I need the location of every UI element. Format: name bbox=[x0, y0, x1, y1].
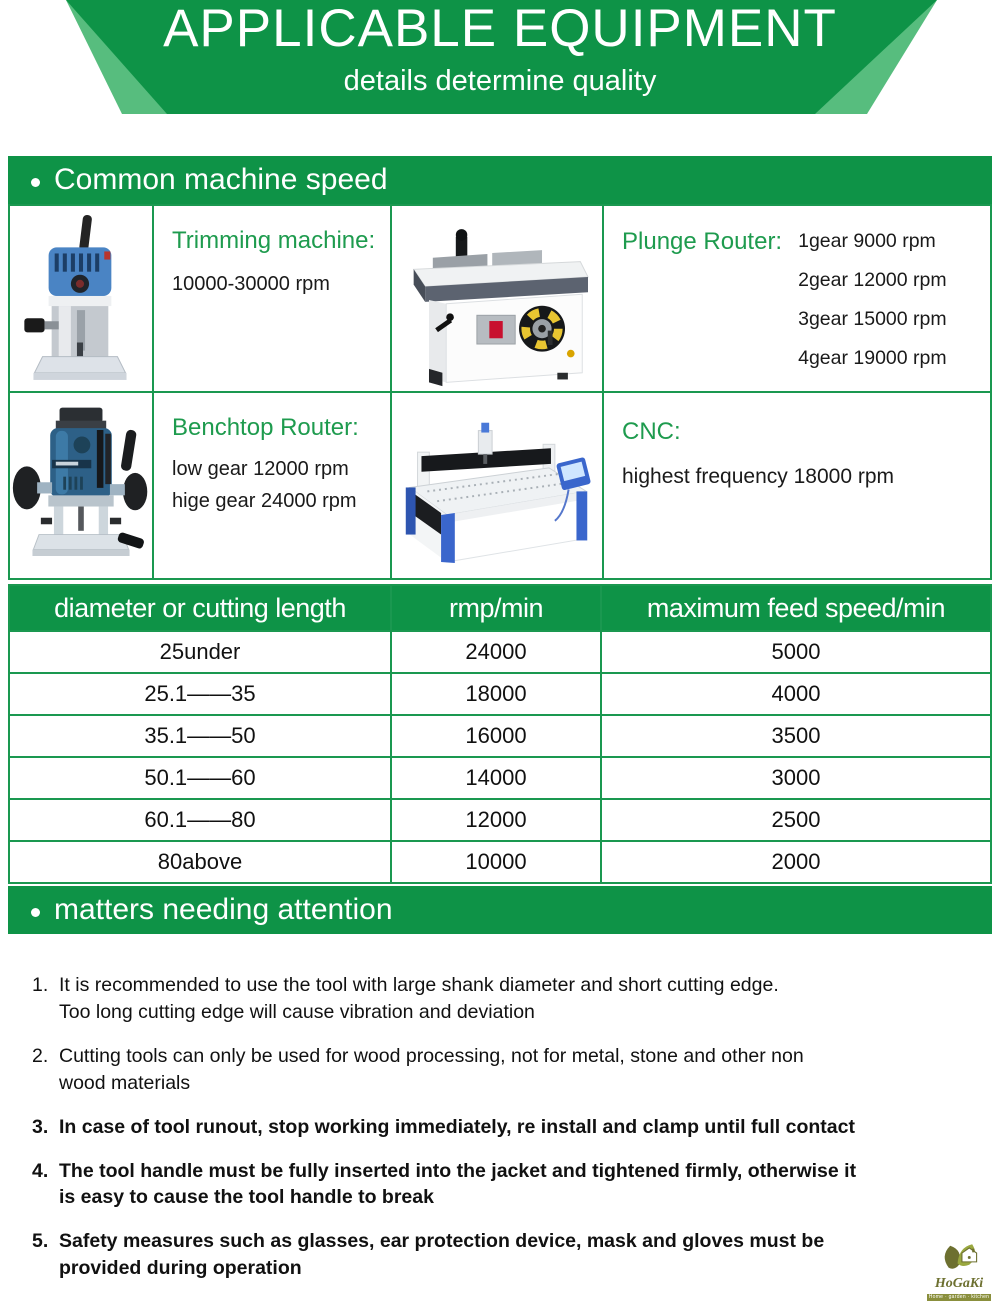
section-title-machine-speed: Common machine speed bbox=[54, 163, 388, 196]
note-item bbox=[32, 972, 988, 1026]
table-cell: 3000 bbox=[602, 758, 990, 798]
attention-notes-list bbox=[32, 972, 988, 1282]
spindle-moulder-image bbox=[394, 208, 600, 390]
plunge-router-spec-cell bbox=[604, 206, 990, 391]
machine-spec: 4gear 19000 rpm bbox=[798, 347, 947, 369]
note-text: It is recommended to use the tool with large shank diameter and short cutting edge. Too long cutting edge will cause vibration and deviation bbox=[59, 974, 779, 1023]
table-cell: 2500 bbox=[602, 800, 990, 840]
note-text: In case of tool runout, stop working immediately, re install and clamp until full contact bbox=[59, 1115, 855, 1138]
table-cell: 4000 bbox=[602, 674, 990, 714]
note-item bbox=[32, 1158, 988, 1212]
brand-logo bbox=[927, 1241, 991, 1301]
bullet-icon bbox=[31, 178, 40, 187]
column-header: maximum feed speed/min bbox=[602, 586, 990, 630]
note-text: Safety measures such as glasses, ear protection device, mask and gloves must be provided during operation bbox=[59, 1230, 825, 1280]
note-text: Cutting tools can only be used for wood processing, not for metal, stone and other non wood materials bbox=[59, 1044, 804, 1094]
table-cell: 5000 bbox=[602, 632, 990, 672]
main-content bbox=[8, 156, 992, 1282]
benchtop-router-image bbox=[11, 398, 151, 574]
note-number: 1. bbox=[32, 974, 49, 996]
page-title: APPLICABLE EQUIPMENT bbox=[163, 0, 837, 58]
column-header: diameter or cutting length bbox=[10, 586, 390, 630]
brand-tagline: Home · garden · kitchen bbox=[928, 1293, 990, 1300]
table-cell: 24000 bbox=[392, 632, 600, 672]
table-cell: 10000 bbox=[392, 842, 600, 882]
machine-spec: 2gear 12000 rpm bbox=[798, 269, 947, 291]
benchtop-router-spec-cell bbox=[154, 393, 390, 578]
table-cell: 2000 bbox=[602, 842, 990, 882]
brand-name: HoGaKi bbox=[934, 1276, 984, 1291]
machine-label: Trimming machine: bbox=[172, 227, 376, 254]
trimming-machine-spec-cell bbox=[154, 206, 390, 391]
section-title-attention: matters needing attention bbox=[54, 893, 393, 926]
section-header-machine-speed bbox=[8, 156, 992, 204]
bullet-icon bbox=[31, 908, 40, 917]
machine-grid bbox=[8, 204, 992, 580]
trimming-machine-image-cell bbox=[10, 206, 152, 391]
machine-label: Plunge Router: bbox=[622, 228, 783, 255]
note-text: The tool handle must be fully inserted into the jacket and tightened firmly, otherwise it is easy to cause the tool handle to break bbox=[59, 1159, 857, 1209]
note-item bbox=[32, 1043, 988, 1097]
table-cell: 16000 bbox=[392, 716, 600, 756]
speed-table bbox=[8, 584, 992, 884]
note-number: 5. bbox=[32, 1230, 49, 1253]
note-number: 4. bbox=[32, 1159, 49, 1182]
machine-spec: hige gear 24000 rpm bbox=[172, 490, 357, 512]
machine-label: Benchtop Router: bbox=[172, 414, 359, 441]
page-subtitle: details determine quality bbox=[343, 64, 657, 97]
banner-text bbox=[0, 0, 1000, 98]
table-cell: 80above bbox=[10, 842, 390, 882]
leaf-house-icon bbox=[937, 1241, 981, 1271]
machine-label: CNC: bbox=[622, 418, 681, 445]
table-cell: 14000 bbox=[392, 758, 600, 798]
cnc-spec-cell bbox=[604, 393, 990, 578]
table-cell: 50.1——60 bbox=[10, 758, 390, 798]
table-cell: 25under bbox=[10, 632, 390, 672]
table-cell: 3500 bbox=[602, 716, 990, 756]
cnc-image-cell bbox=[392, 393, 602, 578]
machine-spec: 10000-30000 rpm bbox=[172, 273, 330, 295]
machine-spec: 3gear 15000 rpm bbox=[798, 308, 947, 330]
cnc-machine-image bbox=[394, 401, 600, 571]
note-item bbox=[32, 1114, 988, 1141]
machine-spec: highest frequency 18000 rpm bbox=[622, 465, 895, 488]
table-cell: 25.1——35 bbox=[10, 674, 390, 714]
gear-spec-list bbox=[798, 222, 947, 391]
table-cell: 12000 bbox=[392, 800, 600, 840]
header-banner bbox=[0, 0, 1000, 114]
machine-spec: 1gear 9000 rpm bbox=[798, 230, 936, 252]
plunge-router-image-cell bbox=[392, 206, 602, 391]
note-number: 2. bbox=[32, 1044, 49, 1067]
machine-spec: low gear 12000 rpm bbox=[172, 458, 349, 480]
section-header-attention bbox=[8, 886, 992, 934]
note-number: 3. bbox=[32, 1115, 49, 1138]
column-header: rmp/min bbox=[392, 586, 600, 630]
trimming-machine-image bbox=[20, 213, 142, 385]
table-cell: 18000 bbox=[392, 674, 600, 714]
table-cell: 60.1——80 bbox=[10, 800, 390, 840]
benchtop-router-image-cell bbox=[10, 393, 152, 578]
note-item bbox=[32, 1228, 988, 1282]
table-cell: 35.1——50 bbox=[10, 716, 390, 756]
